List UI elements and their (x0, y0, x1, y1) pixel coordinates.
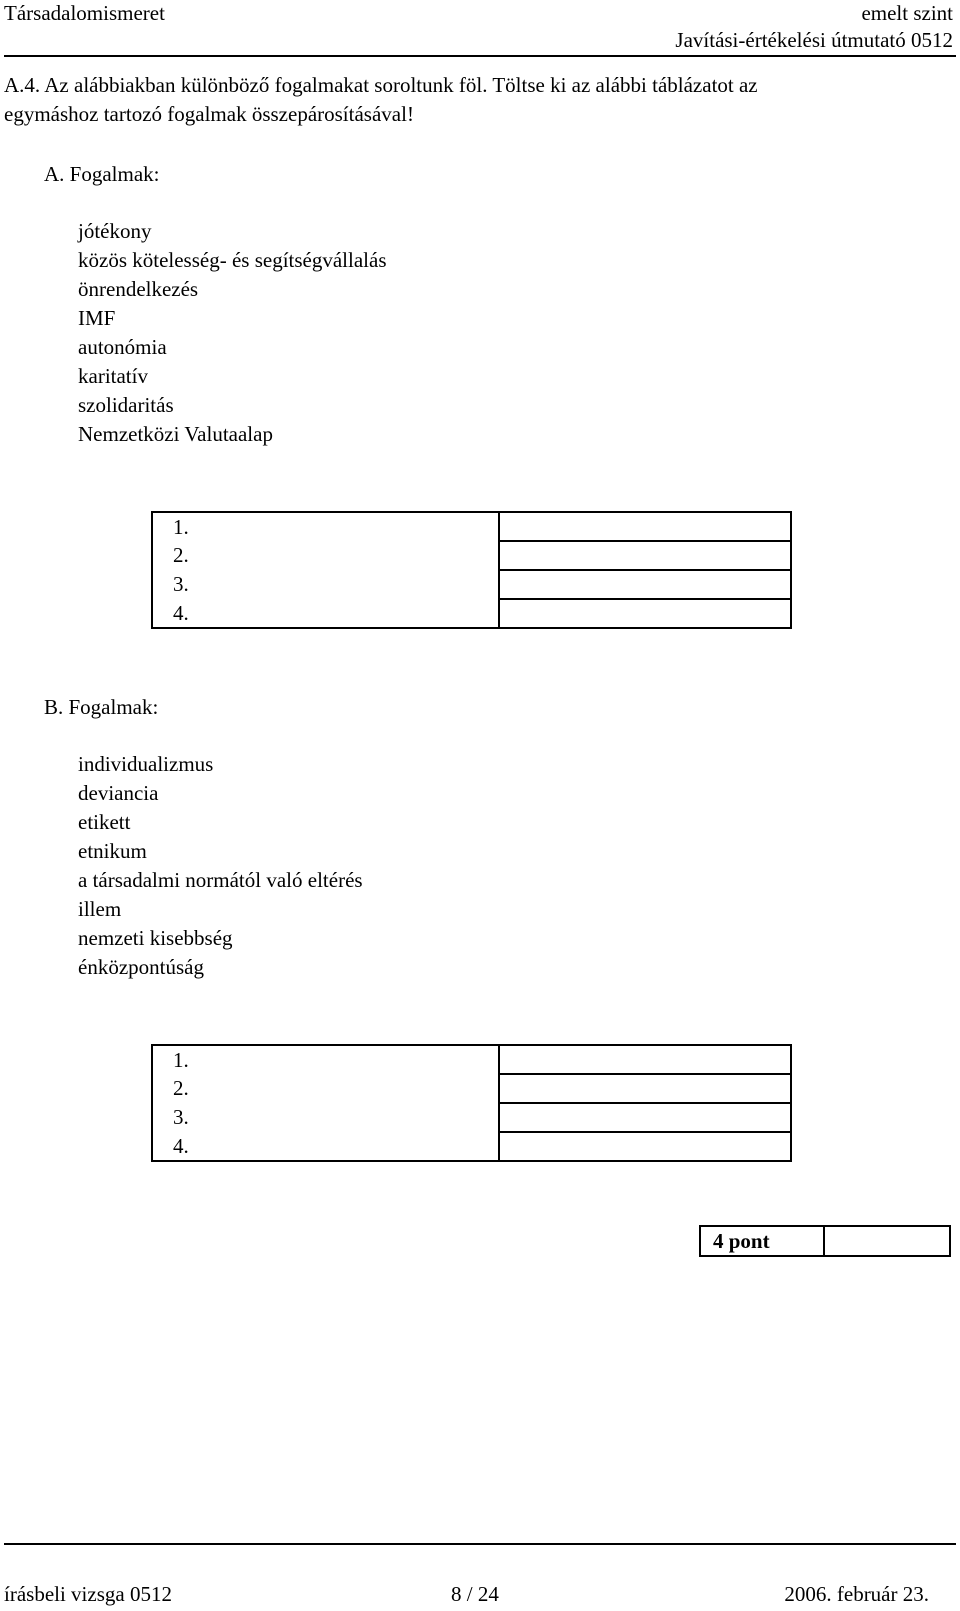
score-box (699, 1225, 951, 1257)
task-line-1: A.4. Az alábbiakban különböző fogalmakat soroltunk föl. Töltse ki az alábbi táblázatot az (4, 73, 758, 97)
section-b-terms (78, 750, 363, 982)
score-input-cell[interactable] (824, 1226, 950, 1256)
table-row (152, 1103, 791, 1132)
term: IMF (78, 306, 116, 330)
section-b-title: B. Fogalmak: (44, 695, 159, 719)
term: a társadalmi normától való eltérés (78, 868, 363, 892)
footer-exam: írásbeli vizsga 0512 (4, 1582, 172, 1606)
table-row (152, 1132, 791, 1161)
section-a-answer-table (151, 511, 792, 629)
section-a-title: A. Fogalmak: (44, 162, 160, 186)
answer-cell[interactable] (206, 1132, 499, 1161)
header-level: emelt szint (861, 1, 953, 25)
score-label: 4 pont (700, 1226, 824, 1256)
answer-cell[interactable] (499, 541, 791, 570)
footer-page: 8 / 24 (451, 1582, 499, 1606)
section-b-answer-table (151, 1044, 792, 1162)
row-number: 1. (152, 512, 206, 541)
term: nemzeti kisebbség (78, 926, 233, 950)
answer-cell[interactable] (206, 512, 499, 541)
answer-cell[interactable] (499, 512, 791, 541)
term: karitatív (78, 364, 148, 388)
term: énközpontúság (78, 955, 204, 979)
row-number: 4. (152, 1132, 206, 1161)
answer-cell[interactable] (206, 541, 499, 570)
table-row (152, 1045, 791, 1074)
answer-cell[interactable] (206, 1074, 499, 1103)
term: szolidaritás (78, 393, 174, 417)
term: közös kötelesség- és segítségvállalás (78, 248, 387, 272)
table-row (152, 599, 791, 628)
answer-cell[interactable] (499, 1103, 791, 1132)
term: individualizmus (78, 752, 214, 776)
answer-cell[interactable] (499, 1045, 791, 1074)
term: etnikum (78, 839, 147, 863)
answer-cell[interactable] (499, 599, 791, 628)
task-line-2: egymáshoz tartozó fogalmak összepárosításával! (4, 102, 414, 126)
term: jótékony (78, 219, 152, 243)
answer-cell[interactable] (499, 1132, 791, 1161)
row-number: 3. (152, 1103, 206, 1132)
table-row (152, 570, 791, 599)
section-a-terms (78, 217, 387, 449)
term: illem (78, 897, 122, 921)
term: önrendelkezés (78, 277, 199, 301)
footer-date: 2006. február 23. (784, 1582, 929, 1606)
answer-cell[interactable] (499, 1074, 791, 1103)
row-number: 2. (152, 1074, 206, 1103)
answer-cell[interactable] (499, 570, 791, 599)
term: autonómia (78, 335, 167, 359)
row-number: 2. (152, 541, 206, 570)
term: deviancia (78, 781, 159, 805)
header-subject: Társadalomismeret (4, 1, 165, 25)
row-number: 1. (152, 1045, 206, 1074)
answer-cell[interactable] (206, 570, 499, 599)
answer-cell[interactable] (206, 599, 499, 628)
header-divider (4, 55, 956, 57)
header-guide: Javítási-értékelési útmutató 0512 (675, 28, 953, 52)
row-number: 3. (152, 570, 206, 599)
term: etikett (78, 810, 131, 834)
row-number: 4. (152, 599, 206, 628)
answer-cell[interactable] (206, 1103, 499, 1132)
footer-divider (4, 1543, 956, 1545)
term: Nemzetközi Valutaalap (78, 422, 273, 446)
table-row (152, 1074, 791, 1103)
table-row (152, 541, 791, 570)
table-row (152, 512, 791, 541)
answer-cell[interactable] (206, 1045, 499, 1074)
